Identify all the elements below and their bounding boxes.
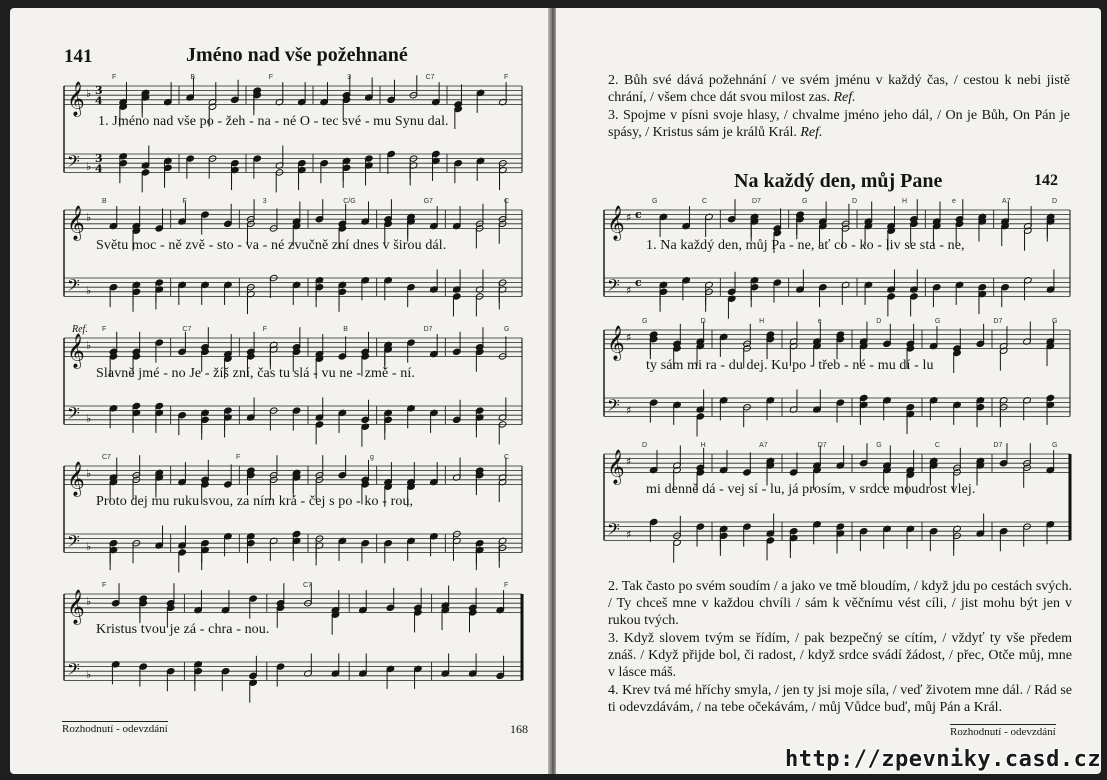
music-system — [556, 316, 1101, 440]
staff-notation — [556, 316, 1101, 440]
chord-symbol: D — [876, 318, 882, 325]
chord-symbol: G — [1052, 318, 1058, 325]
staff-notation — [10, 580, 550, 706]
chord-symbol: D — [852, 198, 858, 205]
staff-notation — [10, 324, 550, 450]
page-number: 168 — [510, 722, 528, 736]
chord-symbol: H — [759, 318, 765, 325]
refrain-mark: Ref. — [72, 324, 88, 335]
svg-text:𝄢: 𝄢 — [67, 402, 80, 427]
footer-section-right: Rozhodnutí - odevzdání — [950, 726, 1056, 738]
staff-notation — [556, 440, 1101, 564]
svg-text:𝄢: 𝄢 — [607, 518, 620, 543]
chord-symbol: C7 — [303, 582, 312, 589]
chord-symbol: F — [182, 198, 187, 205]
svg-text:𝄢: 𝄢 — [607, 274, 620, 299]
svg-text:𝄢: 𝄢 — [67, 274, 80, 299]
lyric-line: mi denně dá - vej sí - lu, já prosím, v srdce moudrost vlej. — [646, 482, 976, 498]
svg-text:♭: ♭ — [86, 159, 92, 173]
chord-symbol: 3 — [262, 198, 267, 205]
verse-3: 3. Spojme v písni svoje hlasy, / chvalme jméno jeho dál, / On je Bůh, On Pán je spásy, / Kristus sám je králů Král. Ref. — [608, 108, 1070, 140]
chord-row — [10, 580, 550, 592]
music-system — [556, 440, 1101, 564]
svg-text:𝄞: 𝄞 — [607, 449, 625, 485]
chord-symbol: F — [262, 326, 268, 333]
chord-symbol: D7 — [993, 318, 1003, 325]
music-system — [556, 196, 1101, 320]
chord-symbol: C7 — [102, 454, 111, 461]
svg-text:4: 4 — [95, 94, 103, 108]
chord-symbol: e — [817, 318, 822, 325]
svg-text:♯: ♯ — [626, 455, 632, 469]
chord-row — [10, 452, 550, 464]
chord-row — [556, 196, 1101, 208]
chord-symbol: G — [802, 198, 808, 205]
svg-text:𝄢: 𝄢 — [67, 150, 80, 175]
svg-text:𝄢: 𝄢 — [67, 658, 80, 683]
svg-text:𝄞: 𝄞 — [67, 205, 85, 241]
chord-symbol: D — [700, 318, 706, 325]
staff-notation — [556, 196, 1101, 320]
chord-symbol: G — [1052, 442, 1058, 449]
chord-symbol: 3 — [347, 74, 352, 81]
svg-text:𝄢: 𝄢 — [607, 394, 620, 419]
svg-text:♯: ♯ — [626, 283, 632, 297]
svg-text:𝄞: 𝄞 — [67, 461, 85, 497]
chord-row — [10, 324, 550, 336]
staff-notation — [10, 72, 550, 198]
svg-text:♭: ♭ — [86, 467, 92, 481]
chord-symbol: G — [934, 318, 941, 325]
chord-symbol: D — [1052, 198, 1058, 205]
chord-symbol: G7 — [423, 198, 433, 205]
left-page — [10, 8, 550, 774]
chord-symbol: F — [504, 74, 509, 81]
song-title: Jméno nad vše požehnané — [186, 44, 408, 66]
lyric-line: Proto dej mu ruku svou, za ním krá - čej s po - ko - rou, — [96, 494, 414, 510]
chord-symbol: G — [504, 326, 510, 333]
chord-symbol: D — [642, 442, 648, 449]
verse-142-2: 2. Tak často po svém soudím / a jako ve tmě bloudím, / když jdu po cestách svých. / Ty chceš mne v každou chvíli / sám k věčnímu vést cíli, / jist mohu být jen v rukou tvých. — [608, 579, 1072, 628]
chord-symbol: C7 — [425, 74, 435, 81]
right-page — [556, 8, 1101, 774]
svg-text:♭: ♭ — [86, 667, 92, 681]
svg-text:𝄞: 𝄞 — [67, 81, 85, 117]
lyric-line: ty sám mi ra - du dej. Ku po - třeb - né - mu dí - lu — [646, 358, 934, 374]
chord-symbol: C — [504, 454, 510, 461]
music-system — [10, 72, 550, 198]
svg-text:♭: ♭ — [86, 595, 92, 609]
svg-text:𝄞: 𝄞 — [607, 325, 625, 361]
chord-symbol: A7 — [759, 442, 768, 449]
chord-symbol: G — [652, 198, 658, 205]
chord-symbol: F — [102, 326, 107, 333]
chord-symbol: D7 — [752, 198, 761, 205]
svg-text:𝄞: 𝄞 — [67, 333, 85, 369]
svg-text:♭: ♭ — [86, 211, 92, 225]
svg-text:♭: ♭ — [86, 411, 92, 425]
svg-text:4: 4 — [95, 162, 103, 176]
chord-symbol: e — [952, 198, 956, 205]
chord-symbol: G — [876, 442, 882, 449]
svg-text:c: c — [635, 276, 642, 290]
song-number-142: 142 — [1034, 172, 1058, 189]
chord-row — [10, 196, 550, 208]
chord-symbol: D7 — [423, 326, 433, 333]
lyric-line: 1. Jméno nad vše po - žeh - na - né O - tec své - mu Synu dal. — [98, 114, 449, 130]
staff-notation — [10, 196, 550, 322]
chord-symbol: F — [102, 582, 107, 589]
chord-symbol: g — [370, 454, 374, 461]
chord-symbol: A7 — [1002, 198, 1011, 205]
chord-symbol: H — [700, 442, 706, 449]
chord-symbol: D7 — [817, 442, 827, 449]
song-number: 141 — [64, 46, 93, 67]
svg-text:♯: ♯ — [626, 211, 632, 225]
chord-symbol: F — [268, 74, 274, 81]
music-system — [10, 452, 550, 578]
chord-symbol: D7 — [993, 442, 1003, 449]
svg-text:♯: ♯ — [626, 331, 632, 345]
svg-text:3: 3 — [95, 84, 103, 98]
verse-142-4: 4. Krev tvá mé hříchy smyla, / jen ty jsi moje síla, / veď životem mne dál. / Rád se ti odevzdávám, / na tebe očekávám, / můj Vůdce buď, můj Pán a Král. — [608, 683, 1072, 715]
footer-section: Rozhodnutí - odevzdání — [62, 723, 168, 735]
music-system — [10, 324, 550, 450]
svg-text:♯: ♯ — [626, 403, 632, 417]
chord-symbol: G — [642, 318, 648, 325]
verse-142-3: 3. Když slovem tvým se řídím, / pak bezpečný se cítím, / vždyť ty vše předem znáš. / Když přijde bol, či radost, / když srdce svádí žádost, / přec, Otče můj, mne v lásce máš. — [608, 631, 1072, 680]
svg-text:3: 3 — [95, 152, 103, 166]
site-watermark: http://zpevniky.casd.cz — [785, 747, 1102, 772]
lyric-line: 1. Na každý den, můj Pa - ne, ať co - ko - liv se sta - ne, — [646, 238, 965, 254]
svg-text:c: c — [635, 208, 642, 222]
chord-symbol: B — [343, 326, 348, 333]
chord-symbol: C — [504, 198, 510, 205]
svg-text:♭: ♭ — [86, 339, 92, 353]
lyric-line: Kristus tvou je zá - chra - nou. — [96, 622, 270, 638]
chord-symbol: H — [902, 198, 908, 205]
chord-row — [556, 440, 1101, 452]
svg-text:𝄢: 𝄢 — [67, 530, 80, 555]
lyric-line: Světu moc - ně zvě - sto - va - né zvučně zní dnes v širou dál. — [96, 238, 447, 254]
song-title-142: Na každý den, můj Pane — [734, 170, 943, 192]
chord-symbol: F — [112, 74, 117, 81]
chord-symbol: B — [102, 198, 107, 205]
svg-text:♭: ♭ — [86, 87, 92, 101]
svg-text:♭: ♭ — [86, 539, 92, 553]
svg-text:𝄞: 𝄞 — [607, 205, 625, 241]
verse-2: 2. Bůh své dává požehnání / ve svém jménu v každý čas, / cestou k nebi jistě chrání, / všem chce dát svou milost zas. Ref. — [608, 73, 1070, 105]
chord-row — [556, 316, 1101, 328]
svg-text:𝄞: 𝄞 — [67, 589, 85, 625]
chord-symbol: F — [504, 582, 509, 589]
chord-symbol: C — [934, 442, 940, 449]
chord-symbol: F — [236, 454, 241, 461]
chord-symbol: C7 — [182, 326, 192, 333]
chord-symbol: C — [702, 198, 708, 205]
chord-symbol: C/G — [343, 198, 356, 205]
chord-row — [10, 72, 550, 84]
music-system — [10, 580, 550, 706]
chord-symbol: B — [190, 74, 196, 81]
staff-notation — [10, 452, 550, 578]
music-system — [10, 196, 550, 322]
svg-text:♯: ♯ — [626, 527, 632, 541]
lyric-line: Slavně jmé - no Je - žíš zní, čas tu slá - vu ne - změ - ní. — [96, 366, 415, 382]
svg-text:♭: ♭ — [86, 283, 92, 297]
